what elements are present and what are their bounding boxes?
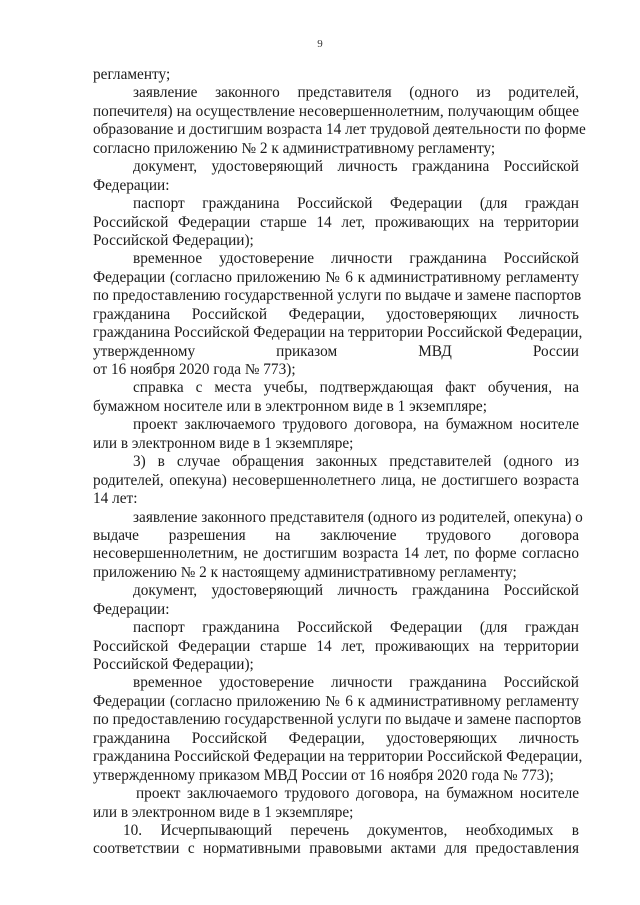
text-line: Федерации (согласно приложению № 6 к административному регламенту	[93, 268, 579, 286]
text-line: выдаче разрешения на заключение трудового договора	[93, 526, 579, 544]
text-line: Федерации:	[93, 600, 170, 618]
text-line: документ, удостоверяющий личность гражданина Российской	[133, 582, 579, 600]
text-line: регламенту;	[93, 66, 171, 83]
text-line: проект заключаемого трудового договора, на бумажном носителе	[136, 785, 579, 803]
text-line: несовершеннолетним, не достигшим возраста 14 лет, по форме согласно	[93, 545, 579, 563]
text-line: по предоставлению государственной услуги по выдаче и замене паспортов	[93, 711, 582, 729]
text-line: Российской Федерации старше 14 лет, проживающих на территории	[93, 637, 579, 655]
text-line: паспорт гражданина Российской Федерации (для граждан	[133, 619, 579, 637]
text-line: 10. Исчерпывающий перечень документов, необходимых в	[123, 821, 579, 839]
text-line: утвержденному приказом МВД России от 16 ноября 2020 года № 773);	[93, 766, 554, 784]
text-line: соответствии с нормативными правовыми актами для предоставления	[93, 840, 579, 858]
text-line: заявление законного представителя (одного из родителей, опекуна) о	[133, 508, 583, 526]
text-line: по предоставлению государственной услуги по выдаче и замене паспортов	[93, 287, 582, 305]
text-line: временное удостоверение личности гражданина Российской	[133, 674, 579, 692]
page-number: 9	[317, 38, 323, 50]
text-line: гражданина Российской Федерации на территории Российской Федерации,	[93, 748, 583, 766]
text-line: временное удостоверение личности гражданина Российской	[133, 250, 579, 268]
text-line: согласно приложению № 2 к административному регламенту;	[93, 139, 496, 157]
text-line: Российской Федерации);	[93, 231, 254, 249]
text-line: 14 лет:	[93, 490, 138, 508]
text-line: приложению № 2 к настоящему административному регламенту;	[93, 563, 517, 581]
text-line: родителей, опекуна) несовершеннолетнего лица, не достигшего возраста	[93, 471, 579, 489]
text-line: бумажном носителе или в электронном виде в 1 экземпляре;	[93, 397, 487, 415]
text-line: 3) в случае обращения законных представителей (одного из	[133, 453, 579, 471]
text-line: Российской Федерации старше 14 лет, проживающих на территории	[93, 213, 579, 231]
text-line: утвержденному приказом МВД России	[93, 342, 579, 360]
text-line: Федерации:	[93, 176, 170, 194]
text-line: Федерации (согласно приложению № 6 к административному регламенту	[93, 692, 579, 710]
text-line: или в электронном виде в 1 экземпляре;	[93, 803, 354, 821]
text-line: гражданина Российской Федерации на территории Российской Федерации,	[93, 324, 583, 342]
text-line: проект заключаемого трудового договора, на бумажном носителе	[133, 416, 579, 434]
text-line: паспорт гражданина Российской Федерации (для граждан	[133, 195, 579, 213]
text-line: Российской Федерации);	[93, 656, 254, 673]
text-line: документ, удостоверяющий личность гражданина Российской	[133, 158, 579, 176]
text-line: образование и достигшим возраста 14 лет трудовой деятельности по форме	[93, 121, 586, 139]
text-line: от 16 ноября 2020 года № 773);	[93, 361, 296, 378]
document-body	[93, 66, 586, 859]
text-line: или в электронном виде в 1 экземпляре;	[93, 434, 354, 452]
text-line: заявление законного представителя (одного из родителей,	[133, 84, 579, 102]
text-line: попечителя) на осуществление несовершеннолетним, получающим общее	[93, 102, 579, 120]
text-line: гражданина Российской Федерации, удостоверяющих личность	[93, 729, 579, 747]
text-line: справка с места учебы, подтверждающая факт обучения, на	[133, 379, 579, 397]
text-line: гражданина Российской Федерации, удостоверяющих личность	[93, 305, 579, 323]
